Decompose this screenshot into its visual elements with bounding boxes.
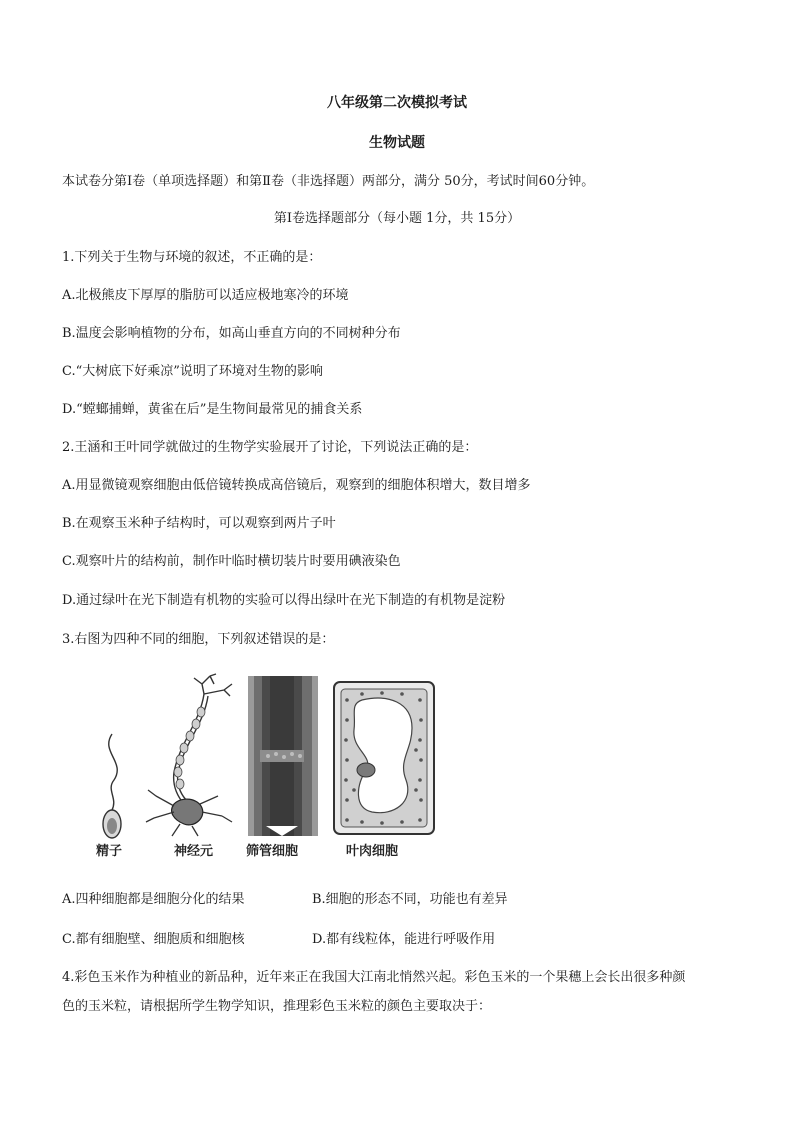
neuron-illustration	[144, 672, 236, 837]
question-4-stem-line-2: 色的玉米粒，请根据所学生物学知识，推理彩色玉米粒的颜色主要取决于：	[62, 999, 492, 1014]
cell-figure	[74, 672, 440, 864]
sperm-cell-illustration	[92, 732, 132, 842]
question-3-option-d: D.都有线粒体，能进行呼吸作用	[312, 932, 496, 947]
figure-label-mesophyll: 叶肉细胞	[346, 844, 399, 859]
exam-subtitle: 生物试题	[369, 135, 425, 151]
section-title: 第Ⅰ卷选择题部分（每小题 1分，共 15分）	[273, 211, 521, 226]
figure-label-neuron: 神经元	[174, 844, 214, 859]
question-3-option-b: B.细胞的形态不同，功能也有差异	[312, 892, 508, 907]
question-1-option-b: B.温度会影响植物的分布，如高山垂直方向的不同树种分布	[62, 326, 401, 341]
question-1-option-d: D.“螳螂捕蝉，黄雀在后”是生物间最常见的捕食关系	[62, 402, 363, 417]
figure-label-sperm: 精子	[96, 844, 123, 859]
exam-title: 八年级第二次模拟考试	[327, 95, 467, 111]
mesophyll-cell-illustration	[332, 680, 436, 836]
question-3-option-c: C.都有细胞壁、细胞质和细胞核	[62, 932, 245, 947]
question-1-option-a: A.北极熊皮下厚厚的脂肪可以适应极地寒冷的环境	[62, 288, 349, 303]
question-3-stem: 3.右图为四种不同的细胞，下列叙述错误的是：	[62, 632, 335, 647]
question-2-option-a: A.用显微镜观察细胞由低倍镜转换成高倍镜后，观察到的细胞体积增大，数目增多	[62, 478, 531, 493]
question-2-option-b: B.在观察玉米种子结构时，可以观察到两片子叶	[62, 516, 336, 531]
figure-label-sieve-tube: 筛管细胞	[246, 844, 299, 859]
question-2-stem: 2.王涵和王叶同学就做过的生物学实验展开了讨论，下列说法正确的是：	[62, 440, 478, 455]
question-1-stem: 1.下列关于生物与环境的叙述，不正确的是：	[62, 250, 322, 265]
question-1-option-c: C.“大树底下好乘凉”说明了环境对生物的影响	[62, 364, 323, 379]
question-4-stem-line-1: 4.彩色玉米作为种植业的新品种，近年来正在我国大江南北悄然兴起。彩色玉米的一个果穗上会长出很多种颜	[62, 970, 686, 985]
question-3-option-a: A.四种细胞都是细胞分化的结果	[62, 892, 245, 907]
sieve-tube-cell-illustration	[246, 676, 320, 836]
exam-intro: 本试卷分第Ⅰ卷（单项选择题）和第Ⅱ卷（非选择题）两部分，满分 50分，考试时间60分钟。	[62, 174, 595, 189]
question-2-option-c: C.观察叶片的结构前，制作叶临时横切装片时要用碘液染色	[62, 554, 401, 569]
question-2-option-d: D.通过绿叶在光下制造有机物的实验可以得出绿叶在光下制造的有机物是淀粉	[62, 593, 506, 608]
